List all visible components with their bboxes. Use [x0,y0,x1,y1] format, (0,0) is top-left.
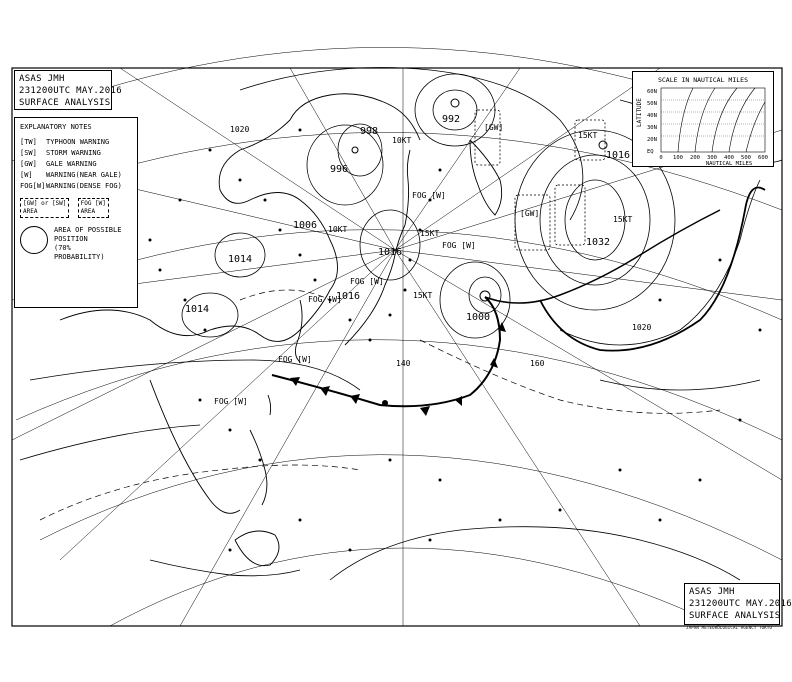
latitude-label: LATITUDE [636,98,643,127]
legend-text: WARNING(DENSE FOG) [46,182,122,190]
nm-tick: 300 [707,155,717,161]
legend-area-samples [20,198,132,218]
fog-area-sample [78,198,109,218]
header-line-1: ASAS JMH [19,74,65,84]
legend-possible-position [20,226,132,262]
legend-text: STORM WARNING [46,149,101,157]
legend-code: [GW] [20,160,37,168]
header-line-3: SURFACE ANALYSIS [19,98,111,108]
footer-line-2: 231200UTC MAY.2016 [689,599,792,609]
area-label: AREA [23,208,38,215]
high-value-label: 1016 [606,150,631,161]
fog-warning-label: FOG [W] [214,397,248,406]
possible-position-text: AREA OF POSSIBLE POSITION [54,226,122,243]
nm-tick: 100 [673,155,683,161]
legend-item [20,181,132,192]
nm-label: NAUTICAL MILES [705,161,753,166]
nautical-mile-scale [632,71,774,167]
fog-warning-label: FOG [W] [412,191,446,200]
lat-tick: 50N [647,101,657,107]
gale-storm-area-sample [20,198,69,218]
area-fog-label: FOG [W] [80,200,106,207]
low-value-label: 1000 [466,312,491,323]
possible-position-circle-icon [20,226,48,254]
footer-line-1: ASAS JMH [689,587,735,597]
isobar-value-label: 1020 [632,323,652,332]
legend-code: [SW] [20,149,37,157]
nm-tick: 200 [690,155,700,161]
high-value-label: 1014 [228,254,253,265]
scale-graphic [633,72,773,166]
wind-speed-label: 10KT [392,136,412,145]
legend-title: EXPLANATORY NOTES [20,123,92,131]
legend-code: FOG[W] [20,182,46,190]
area-fog-sublabel: AREA [80,208,96,215]
footer-title-box [684,583,792,625]
isobar-value-label: 1020 [230,125,250,134]
high-value-label: 1032 [586,237,611,248]
lat-tick: 20N [647,137,657,143]
header-title-box [14,70,122,110]
legend-item [20,148,132,159]
legend-text: GALE WARNING [46,160,97,168]
high-value-label: 1016 [336,291,361,302]
explanatory-notes-legend [14,117,138,308]
wind-speed-label: 15KT [613,215,633,224]
gale-warning-label: [GW] [520,209,540,218]
low-value-label: 1014 [185,304,210,315]
low-value-label: 998 [360,126,379,137]
legend-text: TYPHOON WARNING [46,138,110,146]
gridline-label: 140 [396,359,411,368]
nm-tick: 600 [758,155,768,161]
fog-warning-label: FOG [W] [278,355,312,364]
legend-item [20,170,132,181]
nm-tick: 0 [659,155,663,161]
low-value-label: 1006 [293,220,318,231]
legend-code: [TW] [20,138,37,146]
legend-text: WARNING(NEAR GALE) [46,171,122,179]
nm-tick: 400 [724,155,734,161]
gale-warning-label: [GW] [484,123,504,132]
lat-tick: 60N [647,89,657,95]
wind-speed-label: 15KT [420,229,440,238]
wind-speed-label: 15KT [578,131,598,140]
fog-warning-label: FOG [W] [442,241,476,250]
legend-item [20,159,132,170]
lat-tick: 40N [647,113,657,119]
legend-item [20,137,132,148]
wind-speed-label: 15KT [413,291,433,300]
low-value-label: 996 [330,164,349,175]
scale-title: SCALE IN NAUTICAL MILES [657,76,749,84]
lat-tick: EQ [647,149,654,155]
agency-credit: JAPAN METEOROLOGICAL AGENCY TOKYO [686,625,773,630]
probability-text: (70% PROBABILITY) [54,244,105,261]
area-gw-label: [GW] [23,200,38,207]
area-sw-label: [SW] [51,200,67,207]
lat-tick: 30N [647,125,657,131]
footer-line-3: SURFACE ANALYSIS [689,611,781,621]
nm-tick: 500 [741,155,751,161]
wind-speed-label: 10KT [328,225,348,234]
front-marker [382,400,388,406]
low-value-label: 992 [442,114,461,125]
legend-code: [W] [20,171,33,179]
fog-warning-label: FOG [W] [350,277,384,286]
area-or-label: or [41,200,49,207]
high-value-label: 1016 [378,247,403,258]
gridline-label: 160 [530,359,545,368]
fog-warning-label: FOG [W] [308,295,342,304]
header-line-2: 231200UTC MAY.2016 [19,86,122,96]
